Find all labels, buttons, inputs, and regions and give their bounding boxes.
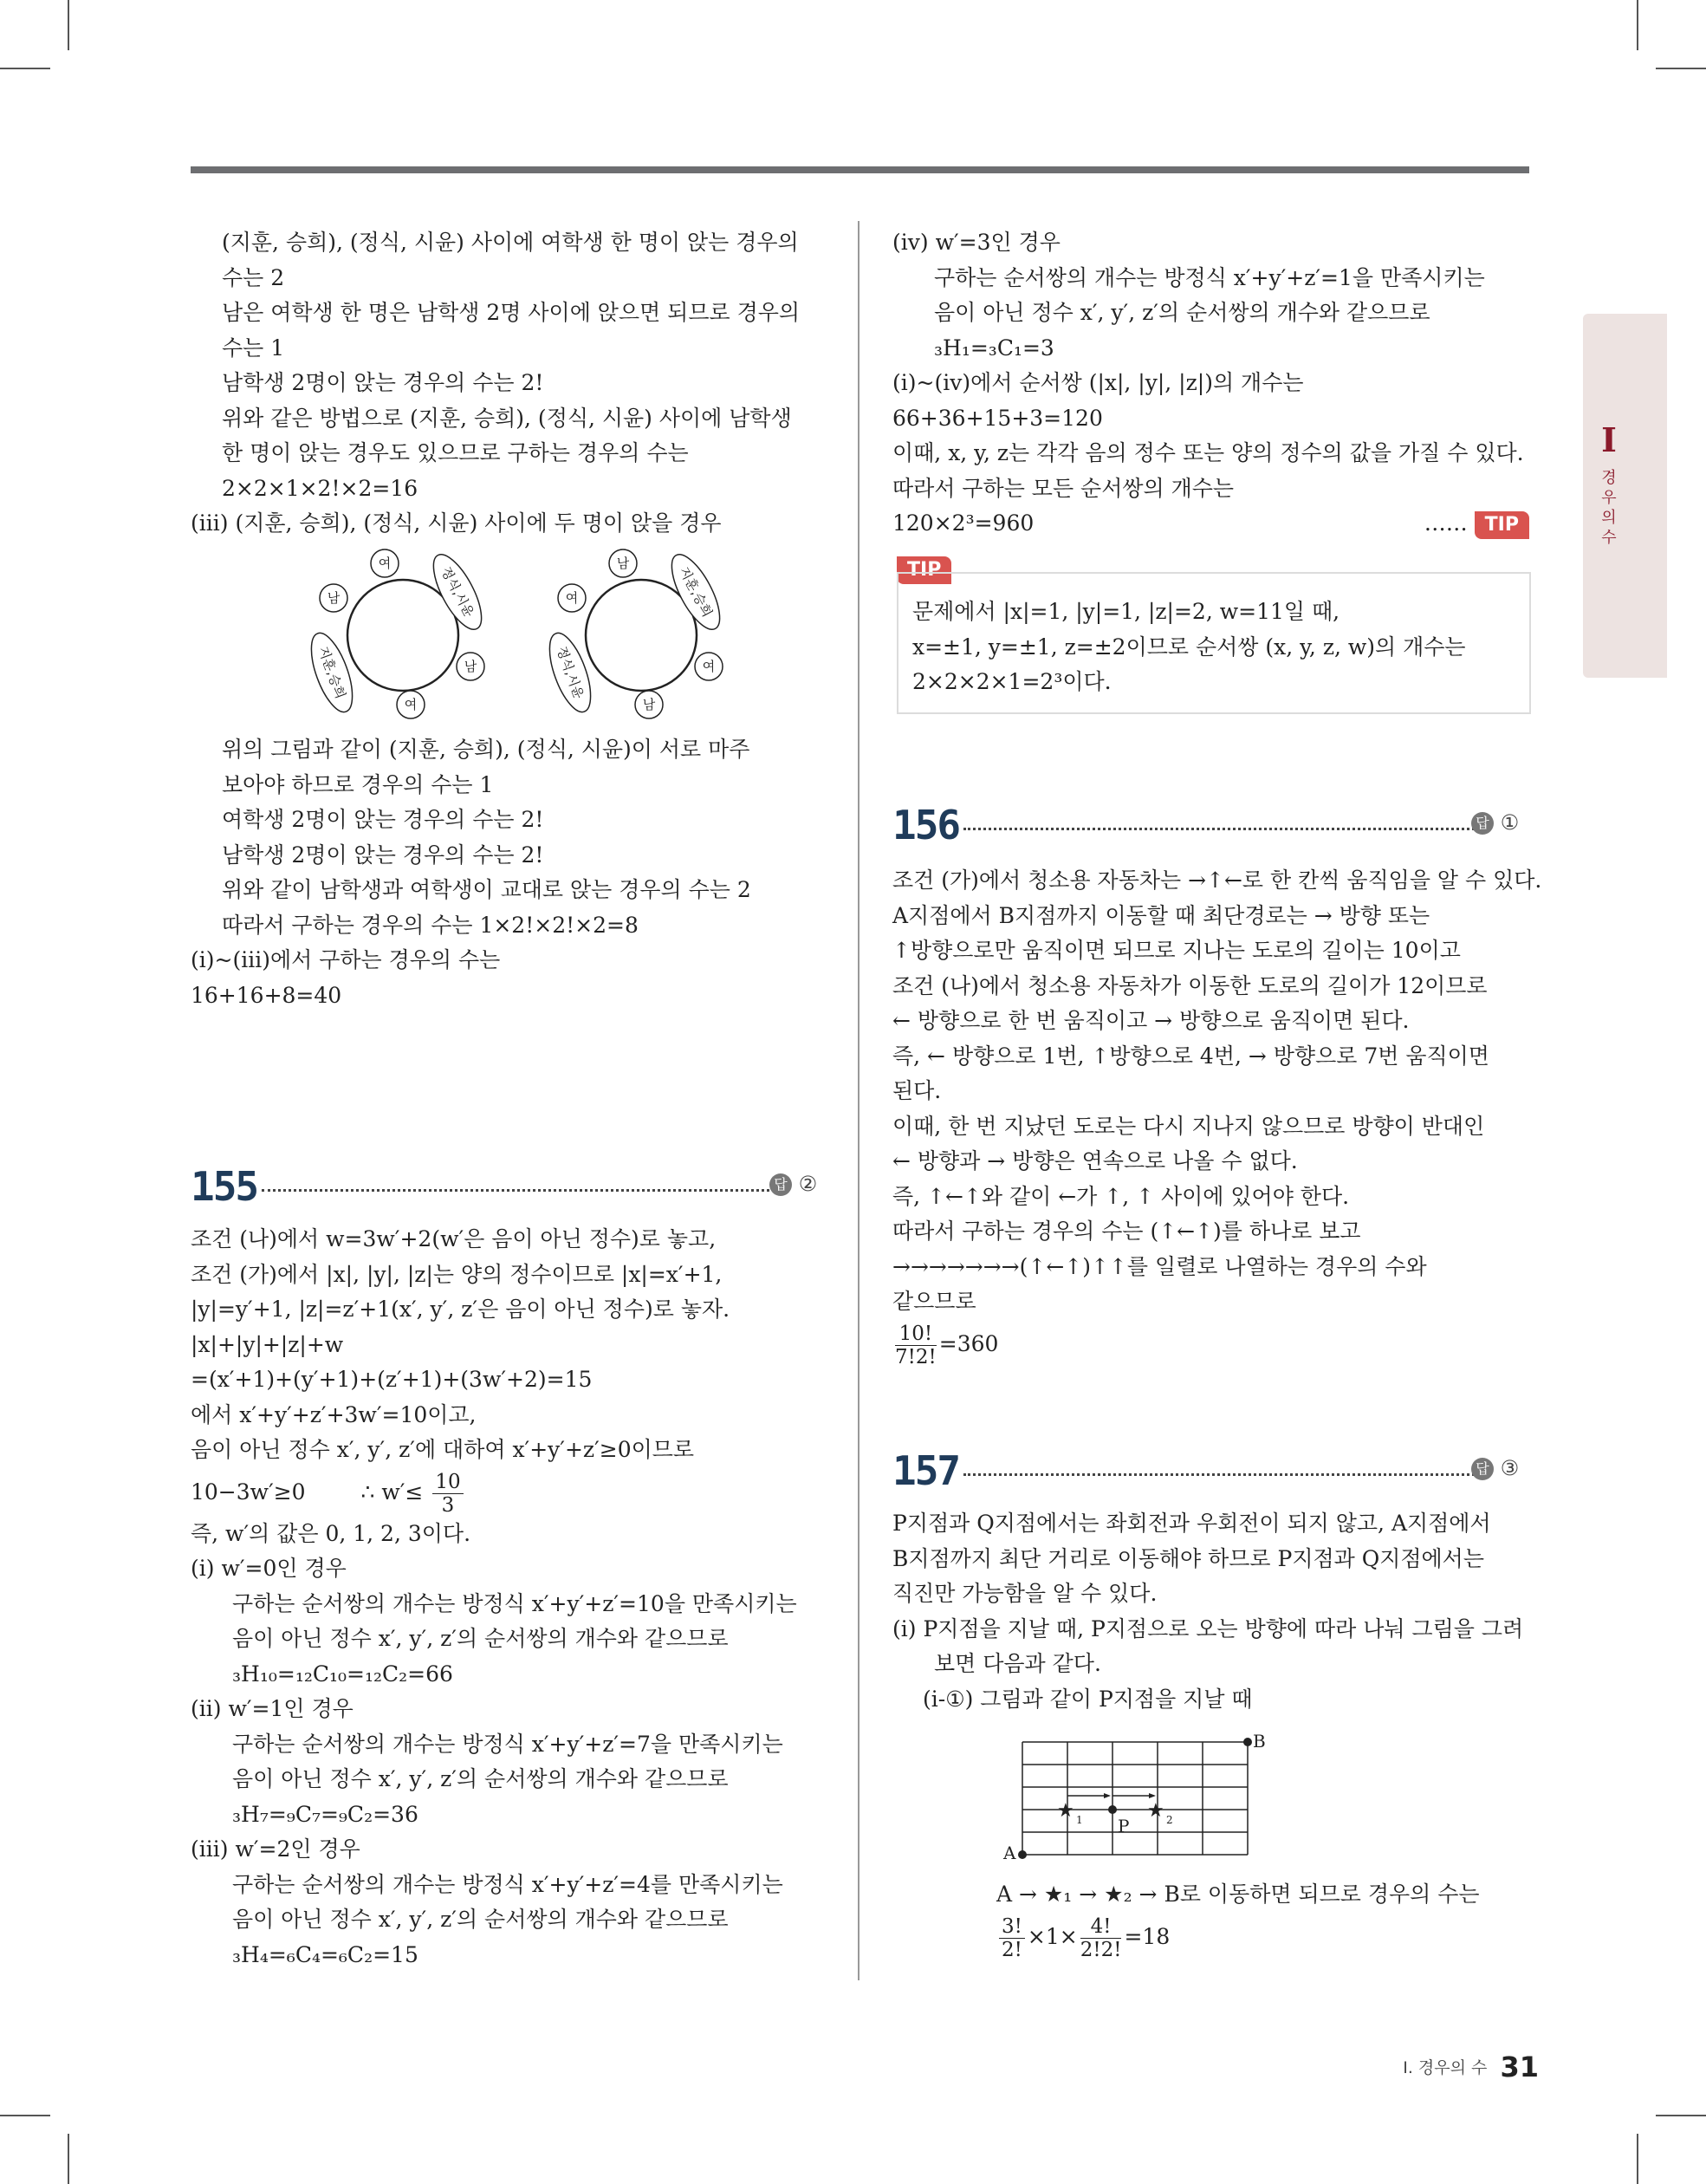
text-line: (iii) (지훈, 승희), (정식, 시윤) 사이에 두 명이 앉을 경우 xyxy=(191,510,722,536)
text-line: (iii) w′=2인 경우 xyxy=(191,1836,360,1862)
text-line: (i)~(iv)에서 순서쌍 (|x|, |y|, |z|)의 개수는 xyxy=(892,370,1304,395)
answer-value: ③ xyxy=(1500,1456,1520,1480)
result-960: 120×2³=960 xyxy=(892,510,1035,536)
text-line: 66+36+15+3=120 xyxy=(892,405,1103,431)
text-line: (지훈, 승희), (정식, 시윤) 사이에 여학생 한 명이 앉는 경우의 xyxy=(222,230,799,255)
text-line: ↑방향으로만 움직이면 되므로 지나는 도로의 길이는 10이고 xyxy=(892,938,1461,963)
crop-mark xyxy=(1637,0,1638,50)
header-rule xyxy=(191,166,1529,173)
left-top-text xyxy=(191,225,832,542)
fraction-denominator: 2! xyxy=(1002,1938,1022,1961)
text-line: 수는 1 xyxy=(222,335,285,361)
text-line: 문제에서 |x|=1, |y|=1, |z|=2, w=11일 때, xyxy=(912,599,1340,624)
tip-box xyxy=(897,572,1531,714)
dotted-leader xyxy=(262,1189,786,1192)
answer-indicator xyxy=(769,1172,817,1196)
text-line: 구하는 순서쌍의 개수는 방정식 x′+y′+z′=10을 만족시키는 xyxy=(232,1590,797,1616)
point-A-label: A xyxy=(1003,1843,1016,1863)
seat-male: 남 xyxy=(327,590,341,606)
seat-male: 남 xyxy=(464,659,477,674)
seat-pair-label: 지훈,승희 xyxy=(676,564,716,620)
text-line: 수는 2 xyxy=(222,264,285,290)
problem-155-header xyxy=(191,1163,827,1215)
text-line: 따라서 구하는 경우의 수는 (↑←↑)를 하나로 보고 xyxy=(892,1219,1361,1244)
crop-mark xyxy=(1637,2134,1638,2184)
text-line: 이때, 한 번 지났던 도로는 다시 지나지 않으므로 방향이 반대인 xyxy=(892,1113,1485,1139)
text-line: x=±1, y=±1, z=±2이므로 순서쌍 (x, y, z, w)의 개수는 xyxy=(912,634,1466,660)
answer-badge: 답 xyxy=(1471,812,1494,835)
fraction-result: =360 xyxy=(938,1330,999,1356)
crop-mark xyxy=(68,2134,69,2184)
text-line: 남학생 2명이 앉는 경우의 수는 2! xyxy=(222,842,544,868)
text-line: (iv) w′=3인 경우 xyxy=(892,230,1061,255)
problem-157-header xyxy=(892,1447,1529,1499)
tip-text xyxy=(912,595,1519,700)
fraction-numerator: 4! xyxy=(1080,1915,1122,1939)
fraction-denominator: 7!2! xyxy=(895,1345,937,1368)
chapter-roman-numeral: I xyxy=(1601,420,1617,459)
chapter-char: 수 xyxy=(1601,529,1617,547)
tip-ref-tag[interactable]: TIP xyxy=(1475,511,1529,539)
page-number: 31 xyxy=(1500,2051,1539,2083)
answer-value: ① xyxy=(1500,810,1520,835)
problem-number: 156 xyxy=(892,802,960,848)
text-line: 2×2×1×2!×2=16 xyxy=(222,475,418,501)
text-line: 직진만 가능함을 알 수 있다. xyxy=(892,1581,1158,1606)
text-line: 즉, ← 방향으로 1번, ↑방향으로 4번, → 방향으로 7번 움직이면 xyxy=(892,1043,1489,1069)
text-line: 구하는 순서쌍의 개수는 방정식 x′+y′+z′=7을 만족시키는 xyxy=(232,1731,783,1757)
text-line: |x|+|y|+|z|+w xyxy=(191,1331,344,1357)
text-line: 남학생 2명이 앉는 경우의 수는 2! xyxy=(222,370,544,395)
fraction xyxy=(999,1915,1025,1961)
calc-line xyxy=(996,1913,1534,1961)
text-line: 보아야 하므로 경우의 수는 1 xyxy=(222,771,494,797)
text-line: 16+16+8=40 xyxy=(191,982,342,1008)
chapter-char: 우 xyxy=(1601,489,1617,507)
text-line: 음이 아닌 정수 x′, y′, z′에 대하여 x′+y′+z′≥0이므로 xyxy=(191,1437,695,1462)
star-1-subscript: 1 xyxy=(1076,1814,1083,1826)
seat-pair-label: 정식,시윤 xyxy=(438,564,477,620)
seating-diagram-2 xyxy=(542,548,730,718)
chapter-side-tab[interactable] xyxy=(1583,314,1667,678)
column-divider xyxy=(858,221,859,1980)
text-line: 음이 아닌 정수 x′, y′, z′의 순서쌍의 개수와 같으므로 xyxy=(232,1907,729,1932)
dotted-leader xyxy=(963,828,1490,830)
point-P-label: P xyxy=(1118,1816,1130,1836)
inequality-line xyxy=(191,1468,832,1517)
text-line: 조건 (나)에서 w=3w′+2(w′은 음이 아닌 정수)로 놓고, xyxy=(191,1226,717,1251)
crop-mark xyxy=(0,68,50,69)
calc-result: =18 xyxy=(1124,1923,1171,1949)
footer-chapter: I. 경우의 수 xyxy=(1403,2058,1488,2077)
answer-indicator xyxy=(1471,1456,1519,1480)
chapter-char: 경 xyxy=(1601,469,1617,487)
seating-diagram-1 xyxy=(303,548,491,718)
text-line: |y|=y′+1, |z|=z′+1(x′, y′, z′은 음이 아닌 정수)로 놓자. xyxy=(191,1297,730,1322)
text-line: ₃H₁=₃C₁=3 xyxy=(934,335,1054,361)
point-B-label: B xyxy=(1253,1731,1266,1752)
text-line: 에서 x′+y′+z′+3w′=10이고, xyxy=(191,1401,477,1427)
answer-badge: 답 xyxy=(769,1173,792,1196)
problem-156-body xyxy=(892,863,1542,1368)
seat-female: 여 xyxy=(565,590,579,606)
fraction-numerator: 10! xyxy=(895,1323,937,1346)
left-mid-text xyxy=(191,732,832,1013)
answer-indicator xyxy=(1471,810,1519,835)
text-line: 남은 여학생 한 명은 남학생 2명 사이에 앉으면 되므로 경우의 xyxy=(222,300,801,325)
problem-156-header xyxy=(892,802,1529,854)
text-line: →→→→→→→(↑←↑)↑↑를 일렬로 나열하는 경우의 수와 xyxy=(892,1253,1427,1279)
crop-mark xyxy=(68,0,69,50)
tip-dots: …… xyxy=(1424,510,1468,536)
text-line: B지점까지 최단 거리로 이동해야 하므로 P지점과 Q지점에서는 xyxy=(892,1545,1484,1571)
answer-badge: 답 xyxy=(1471,1458,1494,1480)
text-line: 위와 같이 남학생과 여학생이 교대로 앉는 경우의 수는 2 xyxy=(222,877,751,902)
dotted-leader xyxy=(963,1473,1490,1476)
text-line: 음이 아닌 정수 x′, y′, z′의 순서쌍의 개수와 같으므로 xyxy=(232,1766,729,1791)
seating-diagrams xyxy=(299,542,771,724)
text-line: ₃H₇=₉C₇=₉C₂=36 xyxy=(232,1801,418,1827)
text-line: 즉, w′의 값은 0, 1, 2, 3이다. xyxy=(191,1520,471,1546)
text-line: 보면 다음과 같다. xyxy=(934,1651,1101,1676)
problem-number: 157 xyxy=(892,1447,960,1494)
text-line: 여학생 2명이 앉는 경우의 수는 2! xyxy=(222,807,544,832)
text-line: ← 방향과 → 방향은 연속으로 나올 수 없다. xyxy=(892,1148,1298,1173)
page-footer xyxy=(1403,2051,1539,2083)
seat-pair-label: 지훈,승희 xyxy=(315,644,349,701)
crop-mark xyxy=(1656,2115,1706,2116)
text-line: (i) w′=0인 경우 xyxy=(191,1556,347,1581)
right-top-text xyxy=(892,225,1534,506)
calc-mid: ×1× xyxy=(1027,1923,1078,1949)
fraction-line xyxy=(892,1320,1534,1368)
answer-value: ② xyxy=(798,1172,818,1196)
text-line: 음이 아닌 정수 x′, y′, z′의 순서쌍의 개수와 같으므로 xyxy=(934,300,1430,325)
seat-female: 여 xyxy=(404,697,418,712)
text-line: 구하는 순서쌍의 개수는 방정식 x′+y′+z′=4를 만족시키는 xyxy=(232,1871,783,1897)
route-sentence: A → ★₁ → ★₂ → B로 이동하면 되므로 경우의 수는 xyxy=(996,1882,1480,1907)
star-1-icon: ★ xyxy=(1057,1800,1074,1822)
text-line: A지점에서 B지점까지 이동할 때 최단경로는 → 방향 또는 xyxy=(892,902,1430,928)
text-line: 구하는 순서쌍의 개수는 방정식 x′+y′+z′=1을 만족시키는 xyxy=(934,264,1485,290)
chapter-char: 의 xyxy=(1601,509,1617,527)
text-line: 이때, x, y, z는 각각 음의 정수 또는 양의 정수의 값을 가질 수 있다. xyxy=(892,440,1524,465)
fraction-numerator: 3! xyxy=(999,1915,1025,1939)
text-line: 2×2×2×1=2³이다. xyxy=(912,669,1112,694)
crop-mark xyxy=(1656,68,1706,69)
star-2-subscript: 2 xyxy=(1166,1814,1173,1826)
text-line: 위의 그림과 같이 (지훈, 승희), (정식, 시윤)이 서로 마주 xyxy=(222,737,750,762)
seat-male: 남 xyxy=(616,556,630,571)
text-line: 음이 아닌 정수 x′, y′, z′의 순서쌍의 개수와 같으므로 xyxy=(232,1626,729,1651)
text-line: 따라서 구하는 경우의 수는 1×2!×2!×2=8 xyxy=(222,912,639,938)
seat-female: 여 xyxy=(378,556,392,571)
fraction-denominator: 2!2! xyxy=(1080,1938,1122,1961)
tip-label: TIP xyxy=(897,556,951,584)
seat-male: 남 xyxy=(642,697,656,712)
sub-case-label: (i-①) 그림과 같이 P지점을 지날 때 xyxy=(923,1686,1253,1712)
text-line: 따라서 구하는 모든 순서쌍의 개수는 xyxy=(892,475,1235,501)
seat-female: 여 xyxy=(702,659,716,674)
text-line: 한 명이 앉는 경우도 있으므로 구하는 경우의 수는 xyxy=(222,440,689,465)
text-line: 조건 (나)에서 청소용 자동차가 이동한 도로의 길이가 12이므로 xyxy=(892,972,1488,998)
result-line xyxy=(892,506,1529,542)
route-text xyxy=(996,1877,1534,1961)
problem-157-body xyxy=(892,1506,1534,1717)
fraction xyxy=(895,1323,937,1368)
fraction xyxy=(1080,1915,1122,1961)
text-line: 조건 (가)에서 청소용 자동차는 →↑←로 한 칸씩 움직임을 알 수 있다. xyxy=(892,868,1542,893)
text-line: ₃H₄=₆C₄=₆C₂=15 xyxy=(232,1941,418,1967)
inequality-left: 10−3w′≥0 xyxy=(191,1479,306,1505)
grid-route-diagram xyxy=(996,1725,1282,1885)
text-line: =(x′+1)+(y′+1)+(z′+1)+(3w′+2)=15 xyxy=(191,1367,593,1392)
fraction-numerator: 10 xyxy=(432,1471,463,1494)
text-line: (i)~(iii)에서 구하는 경우의 수는 xyxy=(191,947,501,972)
inequality-mid: ∴ w′≤ xyxy=(360,1479,424,1505)
text-line: 된다. xyxy=(892,1078,942,1103)
text-line: 즉, ↑←↑와 같이 ←가 ↑, ↑ 사이에 있어야 한다. xyxy=(892,1183,1350,1209)
star-2-icon: ★ xyxy=(1147,1800,1164,1822)
problem-number: 155 xyxy=(191,1163,258,1210)
text-line: ← 방향으로 한 번 움직이고 → 방향으로 움직이면 된다. xyxy=(892,1008,1410,1033)
problem-155-body xyxy=(191,1222,832,1973)
text-line: (i) P지점을 지날 때, P지점으로 오는 방향에 따라 나눠 그림을 그려 xyxy=(892,1615,1524,1641)
text-line: (ii) w′=1인 경우 xyxy=(191,1696,354,1721)
seat-pair-label: 정식,시윤 xyxy=(553,644,587,701)
text-line: 같으므로 xyxy=(892,1289,976,1314)
text-line: ₃H₁₀=₁₂C₁₀=₁₂C₂=66 xyxy=(232,1661,453,1687)
text-line: 조건 (가)에서 |x|, |y|, |z|는 양의 정수이므로 |x|=x′+1, xyxy=(191,1261,723,1287)
text-line: 위와 같은 방법으로 (지훈, 승희), (정식, 시윤) 사이에 남학생 xyxy=(222,405,792,431)
text-line: P지점과 Q지점에서는 좌회전과 우회전이 되지 않고, A지점에서 xyxy=(892,1511,1491,1536)
crop-mark xyxy=(0,2115,50,2116)
fraction xyxy=(432,1471,463,1517)
fraction-denominator: 3 xyxy=(441,1493,455,1517)
